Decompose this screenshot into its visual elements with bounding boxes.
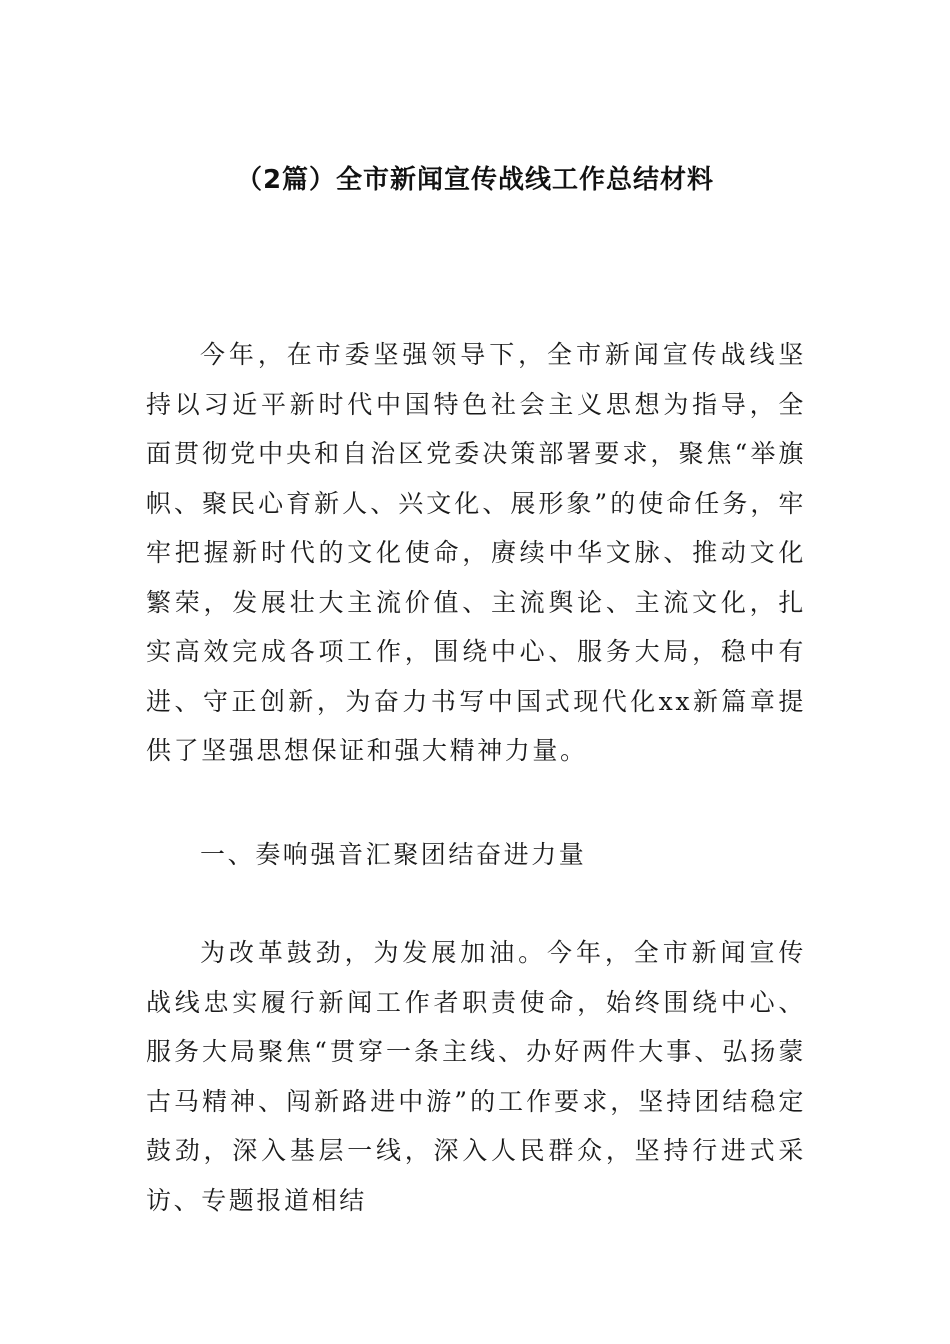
body-paragraph-2: 为改革鼓劲，为发展加油。今年，全市新闻宣传战线忠实履行新闻工作者职责使命，始终围绕中心、服务大局聚焦“贯穿一条主线、办好两件大事、弘扬蒙古马精神、闯新路进中游”的工作要求，坚持团结稳定鼓劲，深入基层一线，深入人民群众，坚持行进式采访、专题报道相结 [146,938,806,1215]
body-paragraph-1: 今年，在市委坚强领导下，全市新闻宣传战线坚持以习近平新时代中国特色社会主义思想为指导，全面贯彻党中央和自治区党委决策部署要求，聚焦“举旗帜、聚民心育新人、兴文化、展形象”的使命任务，牢牢把握新时代的文化使命，赓续中华文脉、推动文化繁荣，发展壮大主流价值、主流舆论、主流文化，扎实高效完成各项工作，围绕中心、服务大局，稳中有进、守正创新，为奋力书写中国式现代化xx新篇章提供了坚强思想保证和强大精神力量。 [146,340,806,765]
section-heading-1: 一、奏响强音汇聚团结奋进力量 [200,840,587,869]
document-title: （2篇）全市新闻宣传战线工作总结材料 [235,165,715,195]
